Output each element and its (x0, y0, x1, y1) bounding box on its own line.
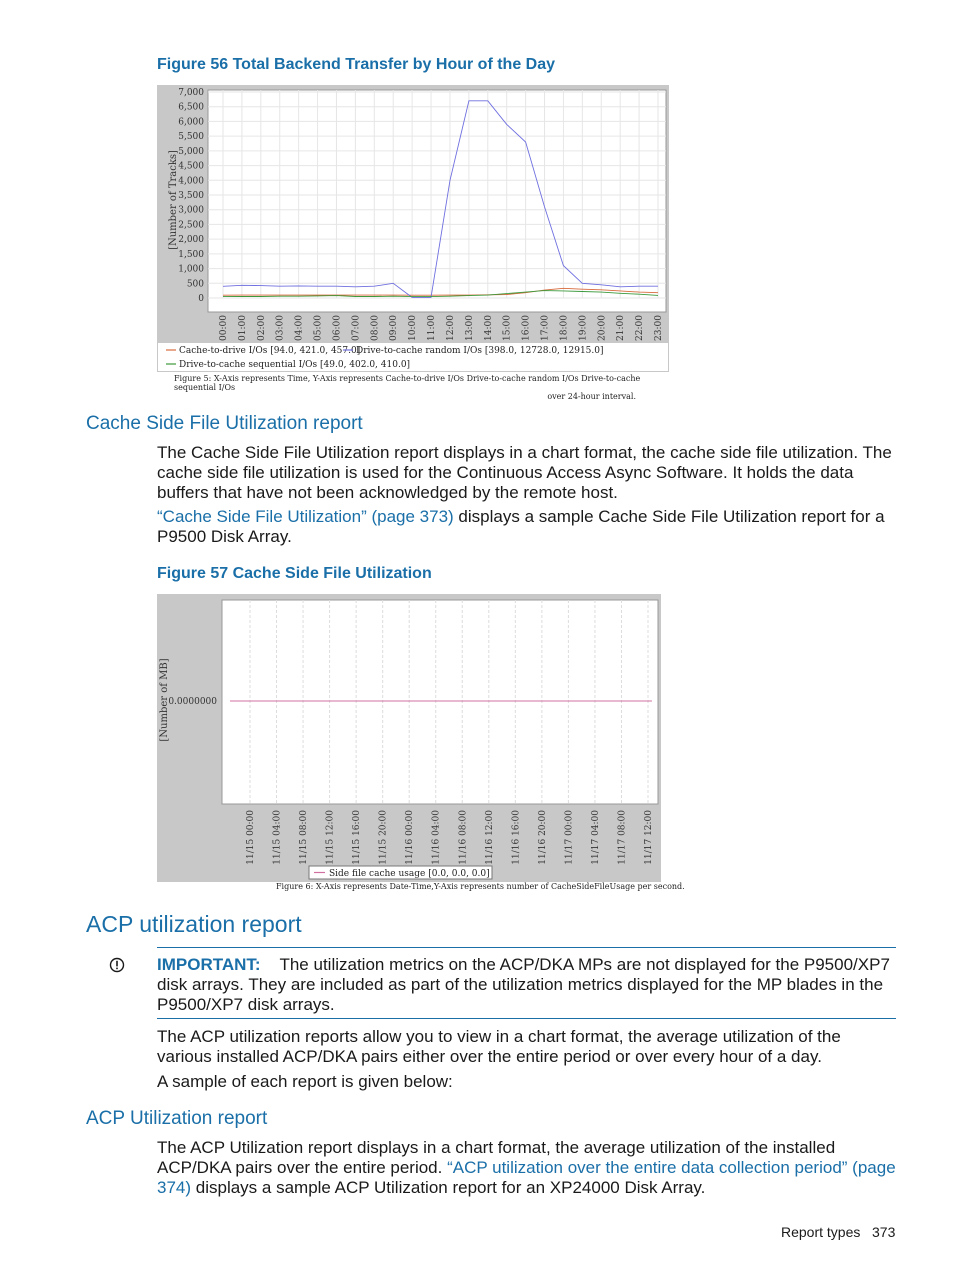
x-tick-label: 17:00 (540, 315, 551, 341)
y-tick-label: 1,500 (178, 249, 204, 260)
x-tick-label: 08:00 (370, 315, 381, 341)
x-tick-label: 11/17 00:00 (564, 810, 575, 865)
y-axis-label: [Number of MB] (159, 658, 170, 742)
x-tick-label: 15:00 (502, 315, 513, 341)
x-tick-label: 04:00 (294, 315, 305, 341)
x-tick-label: 11:00 (427, 315, 438, 341)
x-tick-label: 13:00 (464, 315, 475, 341)
y-tick-label: 0 (198, 294, 204, 304)
figure-56-note-line2: over 24-hour interval. (547, 392, 636, 401)
x-tick-label: 00:00 (219, 315, 229, 341)
x-tick-label: 11/16 20:00 (537, 810, 548, 865)
acp-heading: ACP utilization report (86, 911, 302, 937)
footer-section: Report types (781, 1224, 861, 1240)
legend-entry: Cache-to-drive I/Os [94.0, 421.0, 457.0] (179, 346, 361, 356)
x-tick-label: 12:00 (445, 315, 456, 341)
legend-entry: Drive-to-cache sequential I/Os [49.0, 402.0, 410.0] (179, 360, 411, 370)
x-tick-label: 11/16 00:00 (405, 810, 416, 865)
x-tick-label: 19:00 (578, 315, 589, 341)
plot-area (208, 90, 666, 312)
y-tick-label: 5,000 (178, 146, 204, 157)
plot-area (222, 600, 658, 804)
x-tick-label: 11/17 08:00 (617, 810, 628, 865)
y-tick-label: 0.0000000 (168, 697, 217, 707)
figure-57-caption: Figure 57 Cache Side File Utilization (157, 565, 432, 582)
x-tick-label: 23:00 (654, 315, 664, 341)
important-bottom-rule (157, 1018, 896, 1019)
y-tick-label: 2,500 (178, 220, 204, 231)
cache-side-paragraph-1: The Cache Side File Utilization report displays in a chart format, the cache side file utilization. The cache side file utilization is used for the Continuous Access Async Software. It holds the data buffers that have not been acknowledged by the remote host. (157, 443, 892, 502)
figure-57-chart (157, 594, 661, 882)
important-text: The utilization metrics on the ACP/DKA MPs are not displayed for the P9500/XP7 disk arrays. They are included as part of the utilization metrics displayed for the MP blades in the P9500/XP7 disk arrays. (157, 955, 890, 1014)
figure-56-note-line1: Figure 5: X-Axis represents Time, Y-Axis represents Cache-to-drive I/Os Drive-to-cache random I/Os Drive-to-cache sequential I/Os (174, 374, 641, 392)
important-label: IMPORTANT: (157, 955, 261, 974)
x-tick-label: 11/16 04:00 (431, 810, 442, 865)
figure-56-caption: Figure 56 Total Backend Transfer by Hour of the Day (157, 56, 556, 73)
acp-utilization-paragraph: The ACP Utilization report displays in a chart format, the average utilization of the installed ACP/DKA pairs over the entire period. “ACP utilization over the entire data collection period” (page 374) displays a sample ACP Utilization report for an XP24000 Disk Array. (157, 1138, 896, 1197)
legend-entry: Side file cache usage [0.0, 0.0, 0.0] (329, 869, 490, 879)
important-icon (109, 957, 125, 973)
x-tick-label: 11/15 16:00 (352, 810, 363, 865)
figure-57-note: Figure 6: X-Axis represents Date-Time,Y-Axis represents number of CacheSideFileUsage per second. (276, 882, 685, 891)
x-tick-label: 11/15 08:00 (299, 810, 310, 865)
figure-56-note (174, 374, 654, 401)
acp-utilization-figure-link[interactable]: “ACP utilization over the entire data collection period” (page 374) (157, 1158, 896, 1197)
cache-side-heading: Cache Side File Utilization report (86, 413, 363, 434)
x-tick-label: 03:00 (275, 315, 286, 341)
figure-56-chart-frame (157, 85, 669, 343)
legend-entry: Drive-to-cache random I/Os [398.0, 12728.0, 12915.0] (356, 346, 604, 356)
x-tick-label: 06:00 (332, 315, 343, 341)
x-tick-label: 22:00 (635, 315, 646, 341)
acp-utilization-heading: ACP Utilization report (86, 1108, 268, 1129)
x-tick-label: 11/15 00:00 (246, 810, 256, 865)
y-tick-label: 4,500 (178, 161, 204, 172)
x-tick-label: 10:00 (408, 315, 419, 341)
figure-56-chart (157, 85, 669, 343)
x-tick-label: 11/15 20:00 (378, 810, 389, 865)
cache-side-paragraph-2: “Cache Side File Utilization” (page 373) displays a sample Cache Side File Utilization report for a P9500 Disk Array. (157, 507, 885, 546)
x-tick-label: 11/15 12:00 (325, 810, 336, 865)
important-note (157, 955, 899, 1015)
acp-paragraph-2: A sample of each report is given below: (157, 1072, 453, 1091)
x-tick-label: 11/16 16:00 (511, 810, 522, 865)
y-tick-label: 3,500 (178, 191, 204, 201)
x-tick-label: 05:00 (313, 315, 324, 341)
y-tick-label: 500 (186, 279, 204, 290)
figure-56-legend (157, 342, 669, 372)
x-tick-label: 20:00 (597, 315, 608, 341)
cache-side-figure-link[interactable]: “Cache Side File Utilization” (page 373) (157, 507, 454, 526)
x-tick-label: 14:00 (483, 315, 494, 341)
footer-page-number: 373 (872, 1224, 896, 1240)
x-tick-label: 18:00 (559, 315, 570, 341)
y-tick-label: 2,000 (178, 235, 204, 246)
x-tick-label: 11/17 04:00 (590, 810, 601, 865)
x-tick-label: 16:00 (521, 315, 532, 341)
x-tick-label: 11/15 04:00 (272, 810, 283, 865)
y-tick-label: 3,000 (178, 205, 204, 216)
important-top-rule (157, 947, 896, 948)
x-tick-label: 11/16 12:00 (484, 810, 495, 865)
y-tick-label: 4,000 (178, 176, 204, 187)
x-tick-label: 07:00 (351, 315, 362, 341)
x-tick-label: 11/16 08:00 (458, 810, 469, 865)
x-tick-label: 09:00 (389, 315, 400, 341)
y-tick-label: 6,000 (178, 117, 204, 128)
y-axis-label: [Number of Tracks] (168, 150, 179, 250)
y-tick-label: 1,000 (178, 264, 204, 275)
x-tick-label: 11/17 12:00 (644, 810, 654, 865)
y-tick-label: 6,500 (178, 102, 204, 113)
x-tick-label: 21:00 (616, 315, 627, 341)
y-tick-label: 5,500 (178, 132, 204, 143)
figure-57-chart-frame (157, 594, 661, 882)
x-tick-label: 01:00 (237, 315, 248, 341)
y-tick-label: 7,000 (178, 88, 204, 98)
acp-paragraph-1: The ACP utilization reports allow you to view in a chart format, the average utilization of the various installed ACP/DKA pairs either over the entire period or over every hour of a day. (157, 1027, 841, 1066)
x-tick-label: 02:00 (256, 315, 267, 341)
